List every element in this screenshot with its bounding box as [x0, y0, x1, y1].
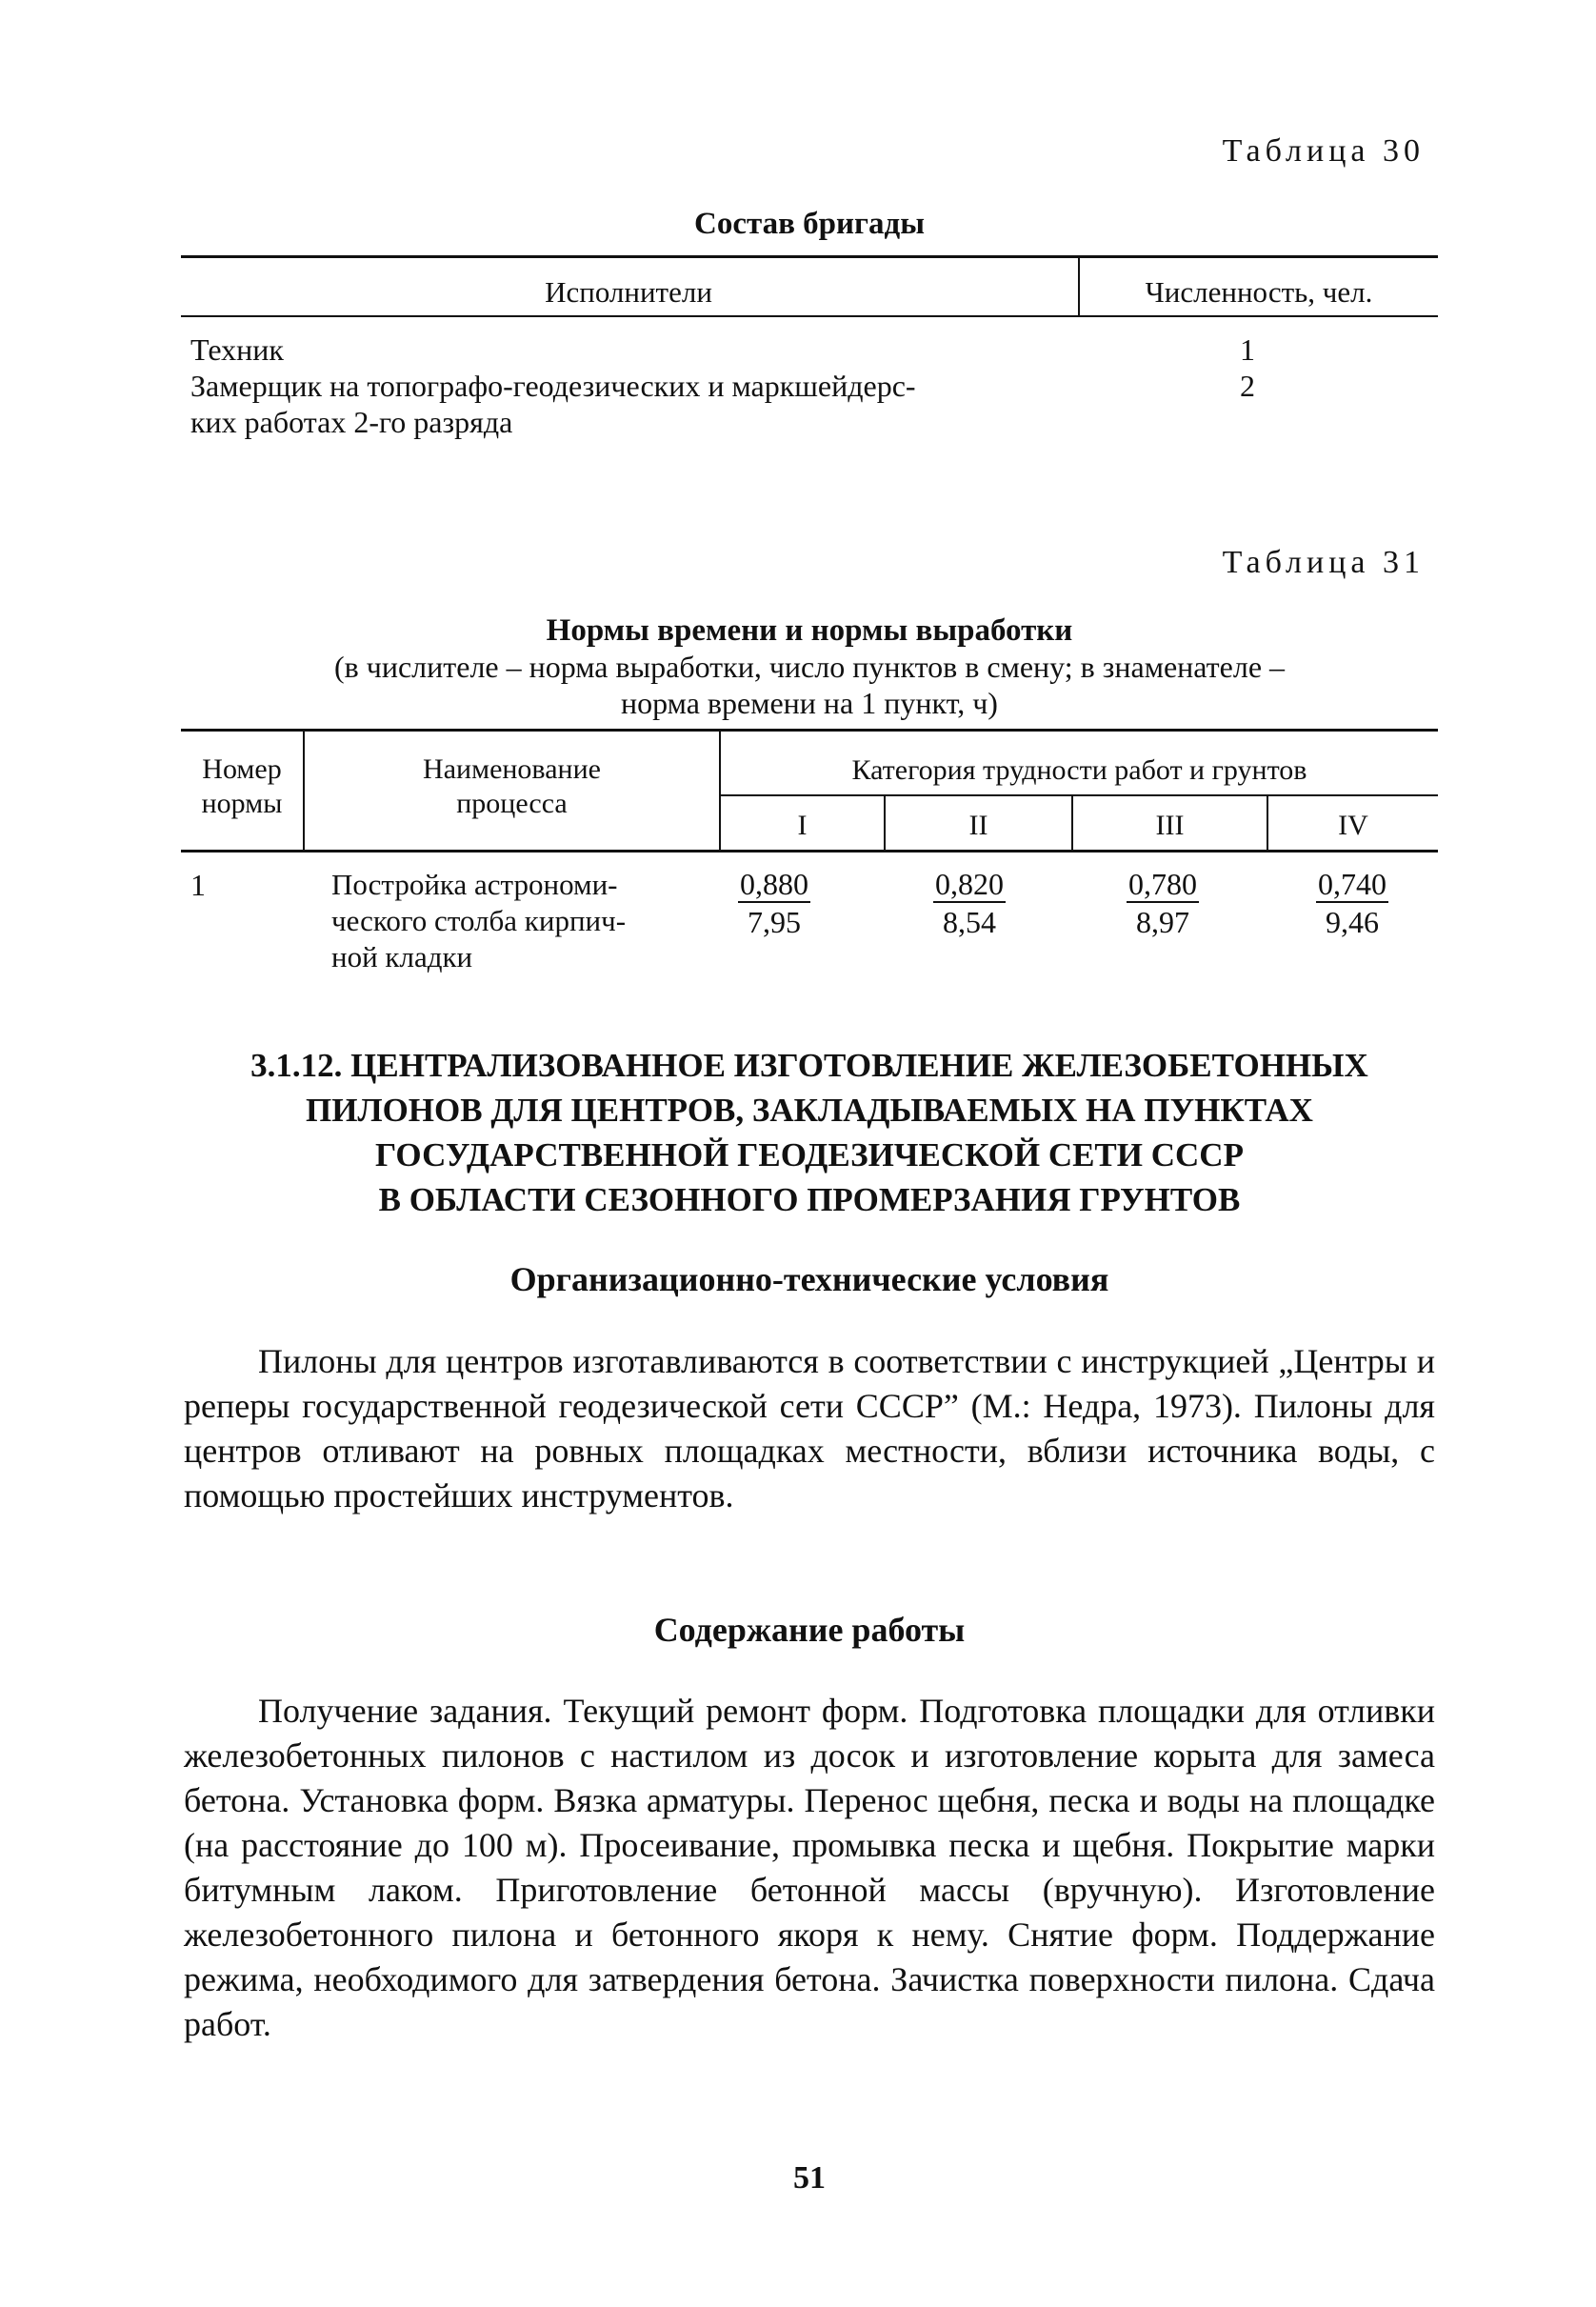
table31-category-rule	[721, 794, 1438, 796]
table31-header-cat2: II	[968, 810, 988, 841]
fraction-numerator: 0,740	[1318, 867, 1387, 901]
fraction-numerator: 0,780	[1128, 867, 1197, 901]
fraction-numerator: 0,880	[740, 867, 808, 901]
table30-label: Таблица 30	[1222, 133, 1425, 169]
table31-header-cat3: III	[1155, 810, 1185, 841]
fraction-denominator: 8,54	[943, 905, 996, 939]
table30-row-count: 1	[1240, 332, 1255, 367]
table31-header-rule	[181, 850, 1438, 853]
table31-fraction-cat3	[1110, 865, 1215, 941]
section-heading-line: ГОСУДАРСТВЕННОЙ ГЕОДЕЗИЧЕСКОЙ СЕТИ СССР	[375, 1136, 1244, 1174]
table30-caption: Состав бригады	[694, 207, 925, 241]
table31-header-number-line: Номер	[202, 753, 282, 785]
table31-header-cat1: I	[797, 810, 808, 841]
table30-row-name-cont: ких работах 2-го разряда	[190, 405, 513, 439]
fraction-denominator: 7,95	[748, 905, 801, 939]
table31-caption: Нормы времени и нормы выработки	[546, 613, 1073, 648]
table30-header-count: Численность, чел.	[1145, 275, 1373, 309]
table31-header-number-line: нормы	[201, 788, 283, 819]
table30-top-rule	[181, 255, 1438, 258]
table31-row-process-line: ной кладки	[331, 940, 473, 973]
table31-fraction-cat4	[1300, 865, 1405, 941]
section-heading-line: В ОБЛАСТИ СЕЗОННОГО ПРОМЕРЗАНИЯ ГРУНТОВ	[378, 1181, 1241, 1218]
page-number: 51	[793, 2160, 826, 2196]
table30-header-rule	[181, 315, 1438, 317]
table31-row-process-line: ческого столба кирпич-	[331, 904, 627, 937]
paragraph-content: Получение задания. Текущий ремонт форм. Подготовка площадки для отливки железобетонных пилонов с настилом из досок и изготовление корыта для замеса бетона. Установка форм. Вязка арматуры. Перенос щебня, песка и воды на площадке (на расстояние до 100 м). Просеивание, промывка песка и щебня. Покрытие марки битумным лаком. Приготовление бетонной массы (вручную). Изготовление железобетонного пилона и бетонного якоря к нему. Снятие форм. Поддержание режима, необходимого для затвердения бетона. Зачистка поверхности пилона. Сдача работ.	[184, 1692, 1435, 2043]
table31-header-process-line: Наименование	[423, 753, 601, 785]
table31-row-process-line: Постройка астрономи-	[331, 868, 618, 901]
section-heading	[181, 1043, 1438, 1222]
table31-header-category: Категория трудности работ и грунтов	[851, 754, 1307, 786]
subheading-content: Содержание работы	[653, 1611, 966, 1649]
table31-header-process-line: процесса	[456, 788, 568, 819]
table31-header-cat4: IV	[1338, 810, 1368, 841]
table31-row-process	[331, 867, 626, 975]
table31-note-line2: норма времени на 1 пункт, ч)	[621, 686, 998, 720]
fraction-denominator: 9,46	[1326, 905, 1379, 939]
paragraph-conditions: Пилоны для центров изготавливаются в соответствии с инструкцией „Центры и реперы государственной геодезической сети СССР” (М.: Недра, 1973). Пилоны для центров отливают на ровных площадках местности, вблизи источника воды, с помощью простейших инструментов.	[184, 1342, 1435, 1515]
table31-header-number	[181, 752, 303, 821]
table30-header-performers: Исполнители	[545, 275, 712, 309]
table31-top-rule	[181, 729, 1438, 732]
subheading-conditions: Организационно-технические условия	[509, 1260, 1109, 1298]
section-heading-line: 3.1.12. ЦЕНТРАЛИЗОВАННОЕ ИЗГОТОВЛЕНИЕ ЖЕЛЕЗОБЕТОННЫХ	[250, 1047, 1368, 1084]
table31-fraction-cat1	[722, 865, 827, 941]
table31-row-number: 1	[190, 868, 206, 902]
fraction-numerator: 0,820	[935, 867, 1004, 901]
table30-row-name: Замерщик на топографо-геодезических и маркшейдерс-	[190, 369, 916, 403]
table30-row-count: 2	[1240, 369, 1255, 403]
section-heading-line: ПИЛОНОВ ДЛЯ ЦЕНТРОВ, ЗАКЛАДЫВАЕМЫХ НА ПУНКТАХ	[306, 1092, 1313, 1129]
table31-note-line1: (в числителе – норма выработки, число пунктов в смену; в знаменателе –	[333, 650, 1286, 684]
fraction-denominator: 8,97	[1136, 905, 1189, 939]
table31-fraction-cat2	[917, 865, 1022, 941]
table31-label: Таблица 31	[1222, 545, 1425, 580]
table30-row-name: Техник	[190, 332, 284, 367]
table31-header-process	[305, 752, 719, 821]
